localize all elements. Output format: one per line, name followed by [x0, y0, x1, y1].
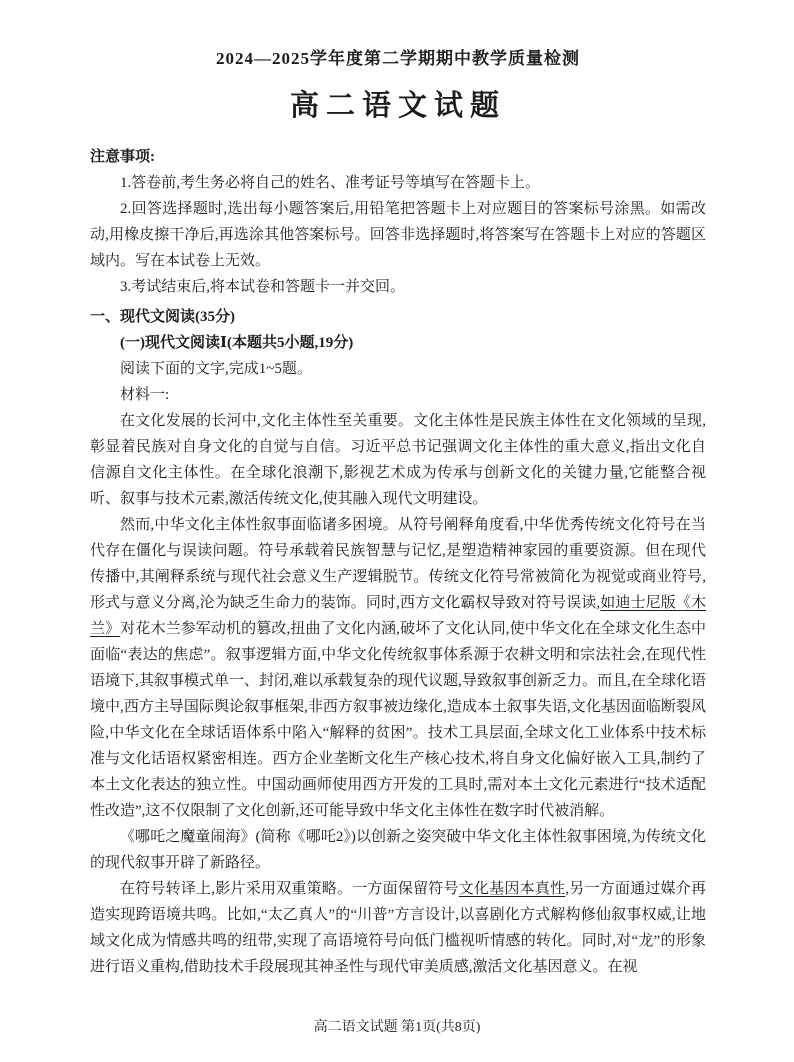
exam-session-title: 2024—2025学年度第二学期期中教学质量检测	[216, 49, 580, 68]
exam-title: 高二语文试题	[289, 90, 506, 122]
material-label: 材料一:	[120, 387, 170, 403]
page-footer: 高二语文试题 第1页(共8页)	[313, 1020, 481, 1035]
body-paragraph-1: 在文化发展的长河中,文化主体性至关重要。文化主体性是民族主体性在文化领域的呈现,彰显着民族对自身文化的自觉与自信。习近平总书记强调文化主体性的重大意义,指出文化自信源自文化主体性。在全球化浪潮下,影视艺术成为传承与创新文化的关键力量,它能整合视听、叙事与技术元素,激活传统文化,使其融入现代文明建设。	[90, 413, 706, 507]
notice-section	[90, 144, 706, 300]
notice-item-1: 1.答卷前,考生务必将自己的姓名、准考证号等填写在答题卡上。	[120, 175, 541, 191]
notice-item-2: 2.回答选择题时,选出每小题答案后,用铅笔把答题卡上对应题目的答案标号涂黑。如需改动,用橡皮擦干净后,再选涂其他答案标号。回答非选择题时,将答案写在答题卡上对应的答题区域内。写在本试卷上无效。	[90, 201, 706, 269]
notice-item-3: 3.考试结束后,将本试卷和答题卡一并交回。	[120, 279, 406, 295]
subsection-heading-reading-1: (一)现代文阅读Ⅰ(本题共5小题,19分)	[120, 335, 354, 351]
reading-instruction: 阅读下面的文字,完成1~5题。	[120, 361, 312, 377]
section-heading-modern-reading: 一、现代文阅读(35分)	[90, 309, 235, 325]
body-paragraph-4: 在符号转译上,影片采用双重策略。一方面保留符号文化基因本真性,另一方面通过媒介再造实现跨语境共鸣。比如,“太乙真人”的“川普”方言设计,以喜剧化方式解构修仙叙事权威,让地域文化成为情感共鸣的纽带,实现了高语境符号向低门槛视听情感的转化。同时,对“龙”的形象进行语义重构,借助技术手段展现其神圣性与现代审美质感,激活文化基因意义。在视	[90, 881, 706, 975]
body-paragraph-2: 然而,中华文化主体性叙事面临诸多困境。从符号阐释角度看,中华优秀传统文化符号在当代存在僵化与误读问题。符号承载着民族智慧与记忆,是塑造精神家园的重要资源。但在现代传播中,其阐释系统与现代社会意义生产逻辑脱节。传统文化符号常被简化为视觉或商业符号,形式与意义分离,沦为缺乏生命力的装饰。同时,西方文化霸权导致对符号误读,如迪士尼版《木兰》对花木兰参军动机的篡改,扭曲了文化内涵,破坏了文化认同,使中华文化在全球文化生态中面临“表达的焦虑”。叙事逻辑方面,中华文化传统叙事体系源于农耕文明和宗法社会,在现代性语境下,其叙事模式单一、封闭,难以承载复杂的现代议题,导致叙事创新乏力。而且,在全球化语境中,西方主导国际舆论叙事框架,非西方叙事被边缘化,造成本土叙事失语,文化基因面临断裂风险,中华文化在全球话语体系中陷入“解释的贫困”。技术工具层面,全球文化工业体系中技术标准与文化话语权紧密相连。西方企业垄断文化生产核心技术,将自身文化偏好嵌入工具,制约了本土文化表达的独立性。中国动画师使用西方开发的工具时,需对本土文化元素进行“技术适配性改造”,这不仅限制了文化创新,还可能导致中华文化主体性在数字时代被消解。	[90, 517, 706, 819]
notice-heading: 注意事项:	[90, 149, 155, 165]
body-paragraph-3: 《哪吒之魔童闹海》(简称《哪吒2》)以创新之姿突破中华文化主体性叙事困境,为传统文化的现代叙事开辟了新路径。	[90, 829, 706, 871]
reading-section	[90, 304, 706, 980]
